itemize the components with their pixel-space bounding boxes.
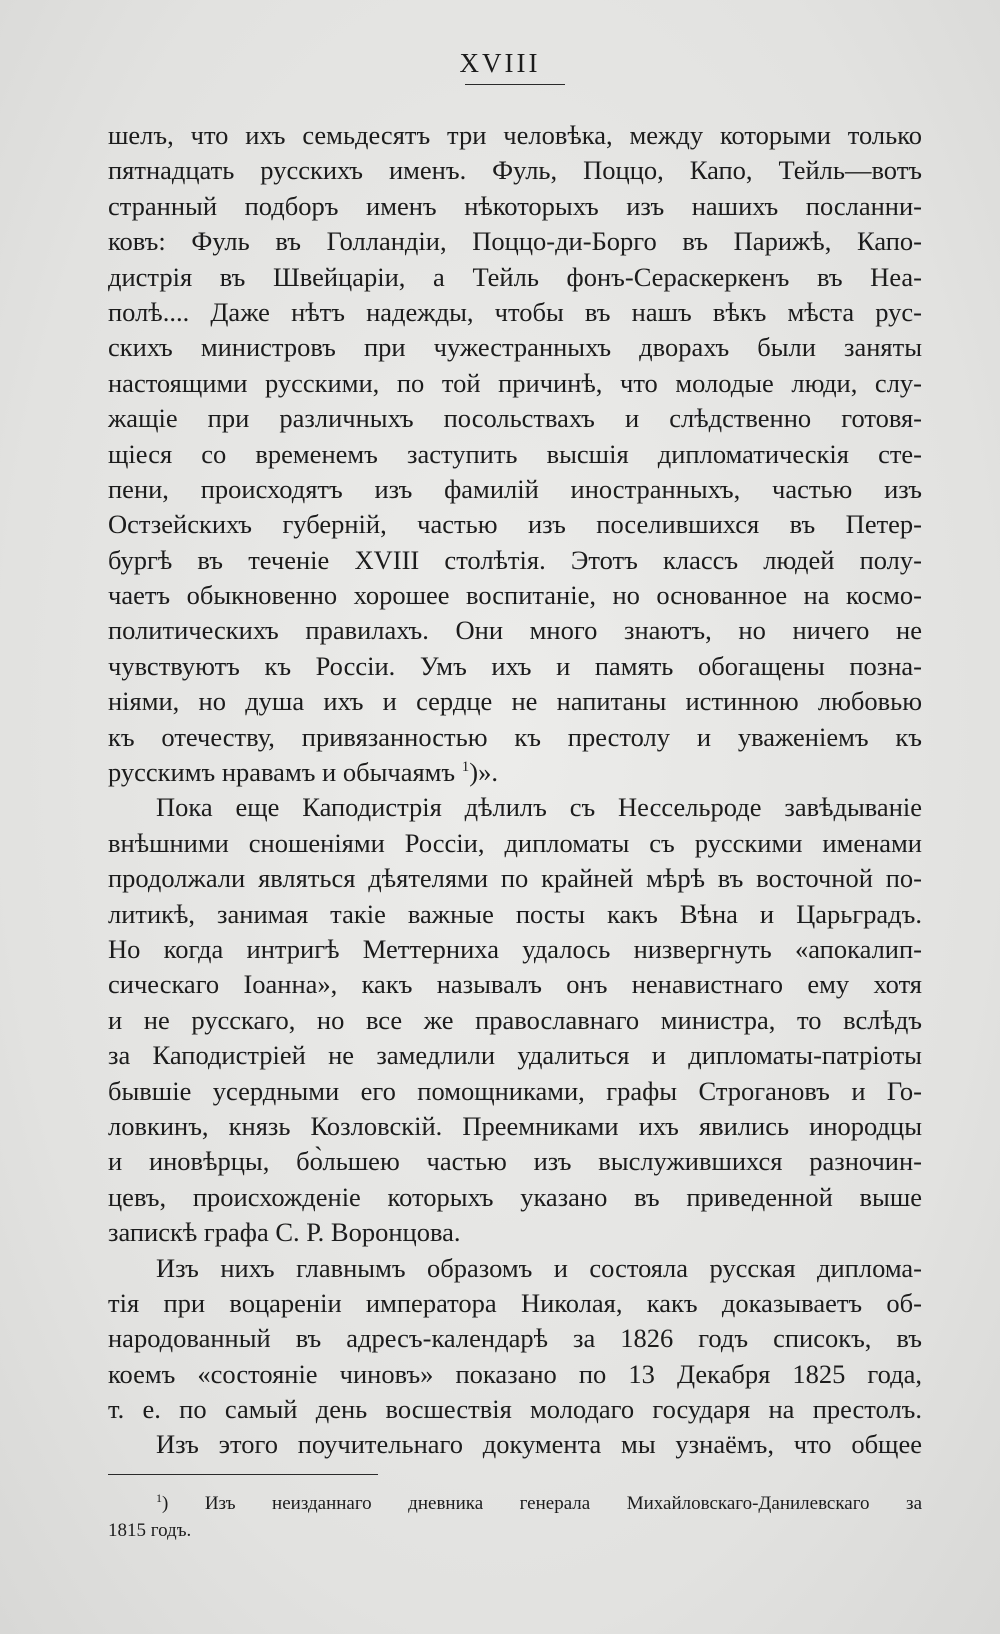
footnote-line: 1815 годъ. (108, 1520, 192, 1541)
text-line: т. е. по самый день восшествія молодаго государя на престолъ. (108, 1394, 922, 1425)
text-line: ніями, но душа ихъ и сердце не напитаны истинною любовью (108, 686, 922, 717)
text-line: Изъ этого поучительнаго документа мы узнаёмъ, что общее (156, 1429, 922, 1460)
text-line: шелъ, что ихъ семьдесятъ три человѣка, между которыми только (108, 120, 922, 150)
body-text (108, 118, 922, 1463)
text-line: народованный въ адресъ-календарѣ за 1826 годъ списокъ, въ (108, 1323, 922, 1354)
text-line: политическихъ правилахъ. Они много знаютъ, но ничего не (108, 615, 922, 646)
text-line: и иновѣрцы, бо̀льшею частью изъ выслужившихся разночин- (108, 1146, 922, 1177)
text-line: дистрія въ Швейцаріи, а Тейль фонъ-Сераскеркенъ въ Неа- (108, 261, 922, 292)
text-line: пени, происходятъ изъ фамилій иностранныхъ, частью изъ (108, 473, 922, 504)
text-line: сическаго Іоанна», какъ называлъ онъ ненавистнаго ему хотя (108, 969, 922, 1000)
text-line: Изъ нихъ главнымъ образомъ и состояла русская диплома- (156, 1252, 922, 1283)
text-line: бургѣ въ теченіе XVIII столѣтія. Этотъ классъ людей полу- (108, 544, 922, 575)
text-line: за Каподистріей не замедлили удалиться и дипломаты-патріоты (108, 1040, 922, 1071)
text-line: скихъ министровъ при чужестранныхъ дворахъ были заняты (108, 332, 922, 363)
text-line: бывшіе усердными его помощниками, графы Строгановъ и Го- (108, 1075, 922, 1106)
text-segment: )». (469, 757, 498, 788)
footnote-text: ) Изъ неизданнаго дневника генерала Михайловскаго-Данилевскаго за (162, 1493, 922, 1514)
text-line: Пока еще Каподистрія дѣлилъ съ Нессельроде завѣдываніе (156, 792, 922, 823)
text-line: чаетъ обыкновенно хорошее воспитаніе, но основанное на космо- (108, 580, 922, 611)
text-line: запискѣ графа С. Р. Воронцова. (108, 1217, 461, 1248)
footnote-reference: 1 (461, 759, 470, 776)
header-rule (465, 84, 565, 85)
text-line: и не русскаго, но все же православнаго министра, то вслѣдъ (108, 1004, 922, 1035)
text-line: Но когда интригѣ Меттерниха удалось низвергнуть «апокалип- (108, 933, 922, 964)
text-line: къ отечеству, привязанностью къ престолу и уваженіемъ къ (108, 721, 922, 752)
text-line: ловкинъ, князь Козловскій. Преемниками ихъ явились инородцы (108, 1110, 922, 1141)
text-line: ковъ: Фуль въ Голландіи, Поццо-ди-Борго въ Парижѣ, Капо- (108, 226, 922, 257)
text-line: жащіе при различныхъ посольствахъ и слѣдственно готовя- (108, 403, 922, 434)
text-line (108, 755, 922, 790)
text-line: щіеся со временемъ заступить высшія дипломатическія сте- (108, 438, 922, 469)
text-line: продолжали являться дѣятелями по крайней мѣрѣ въ восточной по- (108, 863, 922, 894)
text-line: литикѣ, занимая такіе важные посты какъ Вѣна и Царьградъ. (108, 898, 922, 929)
text-line: полѣ.... Даже нѣтъ надежды, чтобы въ нашъ вѣкъ мѣста рус- (108, 296, 922, 327)
footnote-line (108, 1490, 922, 1517)
text-line: чувствуютъ къ Россіи. Умъ ихъ и память обогащены позна- (108, 650, 922, 681)
text-line: пятнадцать русскихъ именъ. Фуль, Поццо, Капо, Тейль—вотъ (108, 155, 922, 186)
text-line: коемъ «состояніе чиновъ» показано по 13 Декабря 1825 года, (108, 1358, 922, 1389)
text-segment: русскимъ нравамъ и обычаямъ (108, 757, 456, 788)
text-line: Остзейскихъ губерній, частью изъ поселившихся въ Петер- (108, 509, 922, 540)
footnote-marker: 1 (156, 1491, 162, 1505)
footnote (108, 1490, 922, 1544)
footnote-rule (108, 1474, 378, 1475)
text-line: тія при воцареніи императора Николая, какъ доказываетъ об- (108, 1287, 922, 1318)
text-line: настоящими русскими, по той причинѣ, что молодые люди, слу- (108, 367, 922, 398)
text-line: цевъ, происхожденіе которыхъ указано въ приведенной выше (108, 1181, 922, 1212)
text-line: внѣшними сношеніями Россіи, дипломаты съ русскими именами (108, 827, 922, 858)
page-number: XVIII (459, 48, 541, 78)
text-line: странный подборъ именъ нѣкоторыхъ изъ нашихъ посланни- (108, 190, 922, 221)
